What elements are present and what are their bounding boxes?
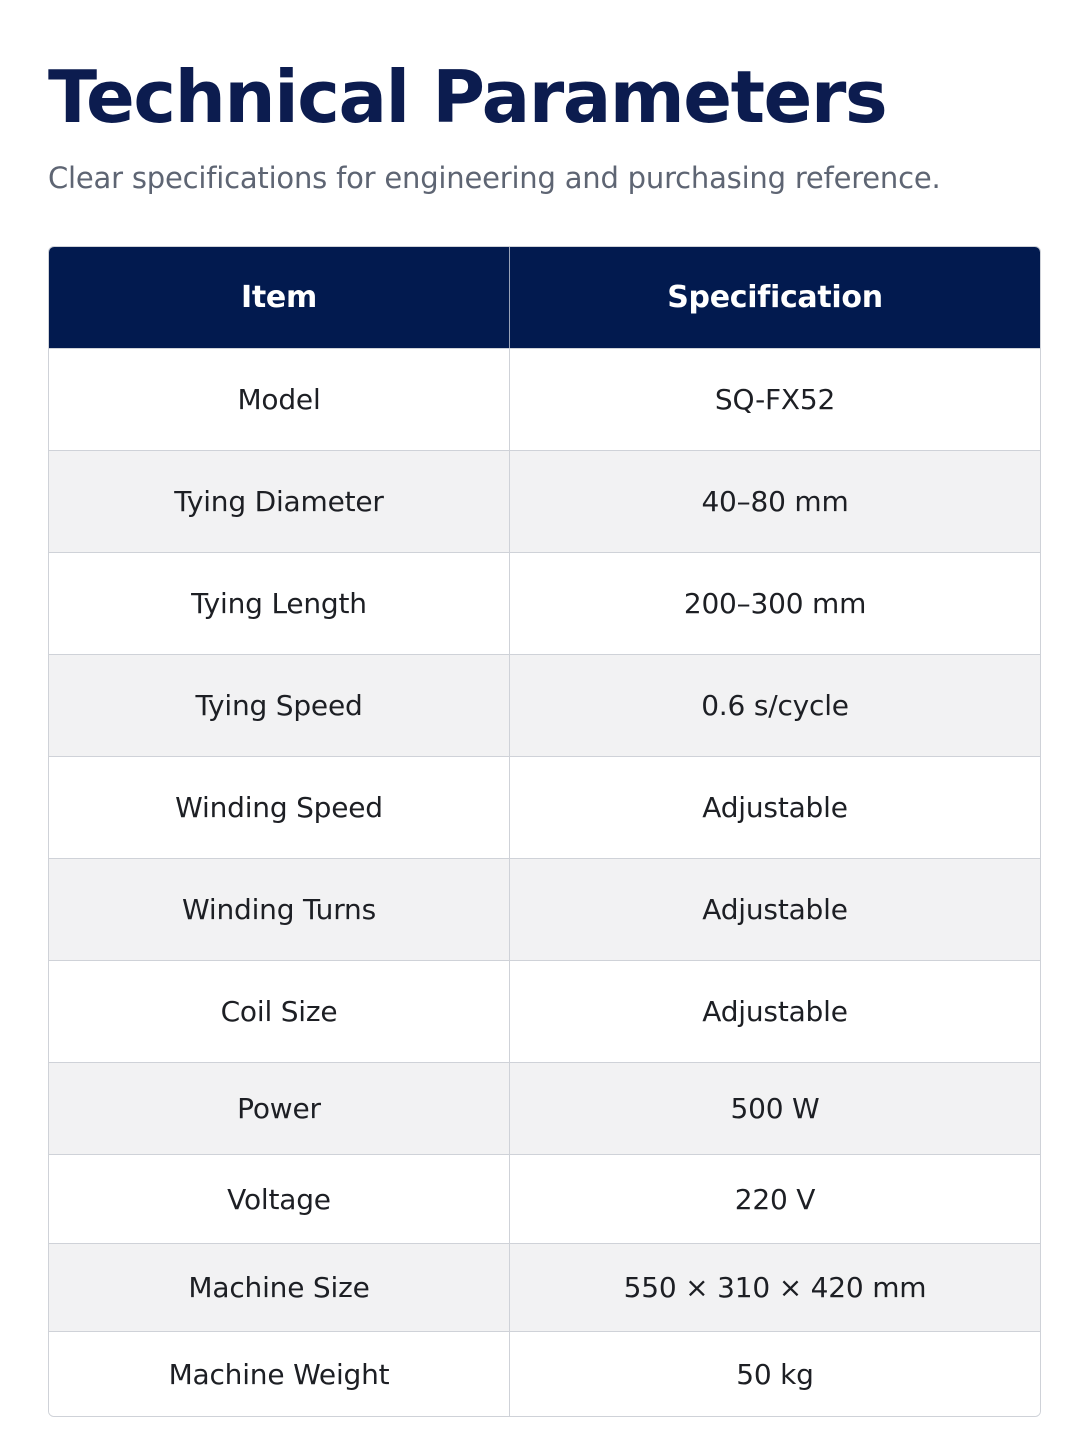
row-item-cell: Model <box>49 348 510 450</box>
row-spec-cell: 500 W <box>510 1062 1040 1154</box>
table-row <box>49 858 1040 960</box>
table-row <box>49 450 1040 552</box>
page-subtitle: Clear specifications for engineering and purchasing reference. <box>48 161 941 195</box>
table-row <box>49 552 1040 654</box>
page-title: Technical Parameters <box>48 55 887 139</box>
table-row <box>49 1154 1040 1243</box>
table-row <box>49 654 1040 756</box>
row-spec-cell: 0.6 s/cycle <box>510 654 1040 756</box>
row-spec-cell: 40–80 mm <box>510 450 1040 552</box>
row-item-cell: Voltage <box>49 1154 510 1243</box>
table-row <box>49 1331 1040 1416</box>
row-spec-cell: 200–300 mm <box>510 552 1040 654</box>
column-header-specification: Specification <box>510 247 1040 348</box>
row-spec-cell: Adjustable <box>510 960 1040 1062</box>
row-item-cell: Power <box>49 1062 510 1154</box>
table-row <box>49 1243 1040 1331</box>
row-item-cell: Winding Speed <box>49 756 510 858</box>
table-row <box>49 756 1040 858</box>
spec-table <box>48 246 1041 1417</box>
row-item-cell: Winding Turns <box>49 858 510 960</box>
table-row <box>49 1062 1040 1154</box>
row-spec-cell: Adjustable <box>510 756 1040 858</box>
row-item-cell: Machine Size <box>49 1243 510 1331</box>
row-item-cell: Tying Length <box>49 552 510 654</box>
row-item-cell: Coil Size <box>49 960 510 1062</box>
row-spec-cell: 220 V <box>510 1154 1040 1243</box>
column-header-item: Item <box>49 247 510 348</box>
table-row <box>49 960 1040 1062</box>
row-spec-cell: 550 × 310 × 420 mm <box>510 1243 1040 1331</box>
table-row <box>49 348 1040 450</box>
table-header-row <box>49 247 1040 348</box>
row-item-cell: Machine Weight <box>49 1331 510 1416</box>
row-spec-cell: 50 kg <box>510 1331 1040 1416</box>
row-spec-cell: Adjustable <box>510 858 1040 960</box>
row-item-cell: Tying Diameter <box>49 450 510 552</box>
row-item-cell: Tying Speed <box>49 654 510 756</box>
row-spec-cell: SQ-FX52 <box>510 348 1040 450</box>
